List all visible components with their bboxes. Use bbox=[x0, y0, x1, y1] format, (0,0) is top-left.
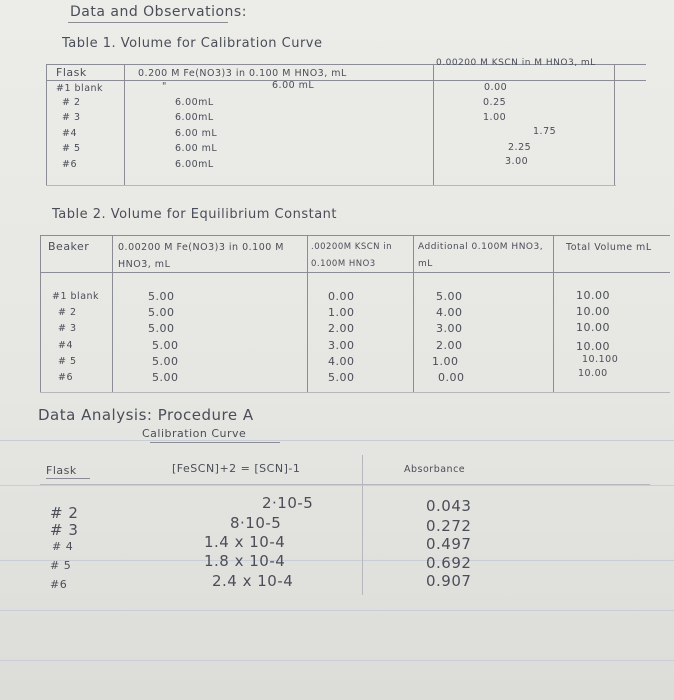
table2-row5-total: 10.100 bbox=[582, 354, 619, 365]
table2-header-total: Total Volume mL bbox=[566, 242, 652, 253]
analysis-row2-abs: 0.272 bbox=[426, 517, 472, 535]
table2-header-kscn: .00200M KSCN in 0.100M HNO3 bbox=[311, 242, 392, 269]
table2-row2-kscn: 1.00 bbox=[328, 306, 355, 319]
analysis-row4-flask: # 5 bbox=[50, 559, 72, 572]
table1-row4-flask: #4 bbox=[62, 128, 78, 139]
analysis-header-flask: Flask bbox=[46, 464, 77, 477]
analysis-row1-conc: 2·10-5 bbox=[262, 494, 314, 512]
table2-row4-hno3: 2.00 bbox=[436, 339, 463, 352]
table2-row3-beaker: # 3 bbox=[58, 323, 77, 334]
table1-row2-kscn: 0.25 bbox=[483, 97, 507, 108]
table2-row5-hno3: 1.00 bbox=[432, 355, 459, 368]
table2-row4-fe: 5.00 bbox=[152, 339, 179, 352]
table2-header-fe: 0.00200 M Fe(NO3)3 in 0.100 M HNO3, mL bbox=[118, 242, 285, 270]
table2-row6-kscn: 5.00 bbox=[328, 371, 355, 384]
table2-row1-beaker: #1 blank bbox=[52, 291, 100, 302]
table1-row1-kscn: 0.00 bbox=[484, 82, 508, 93]
table1-row4-fe: 6.00 mL bbox=[175, 128, 218, 139]
table2-row4-total: 10.00 bbox=[576, 340, 610, 353]
analysis-row3-abs: 0.497 bbox=[426, 535, 472, 553]
table1-row6-flask: #6 bbox=[62, 159, 78, 170]
analysis-row4-conc: 1.8 x 10-4 bbox=[204, 552, 286, 570]
table2-row1-kscn: 0.00 bbox=[328, 290, 355, 303]
table2-row1-fe: 5.00 bbox=[148, 290, 175, 303]
analysis-row2-conc: 8·10-5 bbox=[230, 514, 282, 532]
table2-row1-hno3: 5.00 bbox=[436, 290, 463, 303]
table1-row5-kscn: 2.25 bbox=[508, 142, 532, 153]
analysis-row3-conc: 1.4 x 10-4 bbox=[204, 533, 286, 551]
table1-header-kscn: 0.00200 M KSCN in M HNO3, mL bbox=[436, 58, 596, 68]
analysis-row3-flask: # 4 bbox=[52, 540, 74, 553]
analysis-row4-abs: 0.692 bbox=[426, 554, 472, 572]
table2-row3-hno3: 3.00 bbox=[436, 322, 463, 335]
table2-row5-fe: 5.00 bbox=[152, 355, 179, 368]
table1-row3-flask: # 3 bbox=[62, 112, 81, 123]
analysis-row5-flask: #6 bbox=[50, 578, 68, 591]
subtitle-underline bbox=[150, 442, 280, 443]
table1-row6-kscn: 3.00 bbox=[505, 156, 529, 167]
table2-row3-kscn: 2.00 bbox=[328, 322, 355, 335]
analysis-title: Data Analysis: Procedure A bbox=[38, 406, 254, 424]
table1-row5-fe: 6.00 mL bbox=[175, 143, 218, 154]
table1-row2-fe: 6.00mL bbox=[175, 97, 214, 108]
table2-row1-total: 10.00 bbox=[576, 289, 610, 302]
table2-row2-total: 10.00 bbox=[576, 305, 610, 318]
table2-header-beaker: Beaker bbox=[48, 240, 90, 253]
table1-fe-all-value: 6.00 mL bbox=[272, 80, 315, 91]
table2-row2-fe: 5.00 bbox=[148, 306, 175, 319]
analysis-header-conc: [FeSCN]+2 = [SCN]-1 bbox=[172, 462, 301, 475]
table2-row5-kscn: 4.00 bbox=[328, 355, 355, 368]
table2-row3-fe: 5.00 bbox=[148, 322, 175, 335]
analysis-header-absorbance: Absorbance bbox=[404, 464, 466, 475]
analysis-row5-abs: 0.907 bbox=[426, 572, 472, 590]
table1-header-fe: 0.200 M Fe(NO3)3 in 0.100 M HNO3, mL bbox=[138, 68, 347, 79]
analysis-row1-flask: # 2 bbox=[50, 504, 79, 522]
analysis-row1-abs: 0.043 bbox=[426, 497, 472, 515]
analysis-row2-flask: # 3 bbox=[50, 521, 79, 539]
table1-row3-fe: 6.00mL bbox=[175, 112, 214, 123]
analysis-subtitle: Calibration Curve bbox=[142, 427, 247, 440]
table1-row3-kscn: 1.00 bbox=[483, 112, 507, 123]
table1-row5-flask: # 5 bbox=[62, 143, 81, 154]
table2-row2-hno3: 4.00 bbox=[436, 306, 463, 319]
table2-row3-total: 10.00 bbox=[576, 321, 610, 334]
table2-row2-beaker: # 2 bbox=[58, 307, 77, 318]
table1-caption: Table 1. Volume for Calibration Curve bbox=[62, 36, 323, 51]
section-title: Data and Observations: bbox=[70, 4, 247, 20]
table2-row6-beaker: #6 bbox=[58, 372, 74, 383]
table2-row6-hno3: 0.00 bbox=[438, 371, 465, 384]
table2-row5-beaker: # 5 bbox=[58, 356, 77, 367]
table1-row4-kscn: 1.75 bbox=[533, 126, 557, 137]
table2-header-hno3: Additional 0.100M HNO3, mL bbox=[418, 242, 544, 269]
table2-row4-kscn: 3.00 bbox=[328, 339, 355, 352]
table2-row6-fe: 5.00 bbox=[152, 371, 179, 384]
table2-row6-total: 10.00 bbox=[578, 368, 608, 379]
title-underline bbox=[68, 22, 228, 23]
table1-row6-fe: 6.00mL bbox=[175, 159, 214, 170]
table2-caption: Table 2. Volume for Equilibrium Constant bbox=[52, 207, 338, 222]
table1-row2-flask: # 2 bbox=[62, 97, 81, 108]
table1-header-flask: Flask bbox=[56, 66, 87, 79]
table2-row4-beaker: #4 bbox=[58, 340, 74, 351]
table1-row1-flask: #1 blank bbox=[56, 83, 104, 94]
table1-ditto: " bbox=[162, 81, 167, 92]
analysis-row5-conc: 2.4 x 10-4 bbox=[212, 572, 294, 590]
